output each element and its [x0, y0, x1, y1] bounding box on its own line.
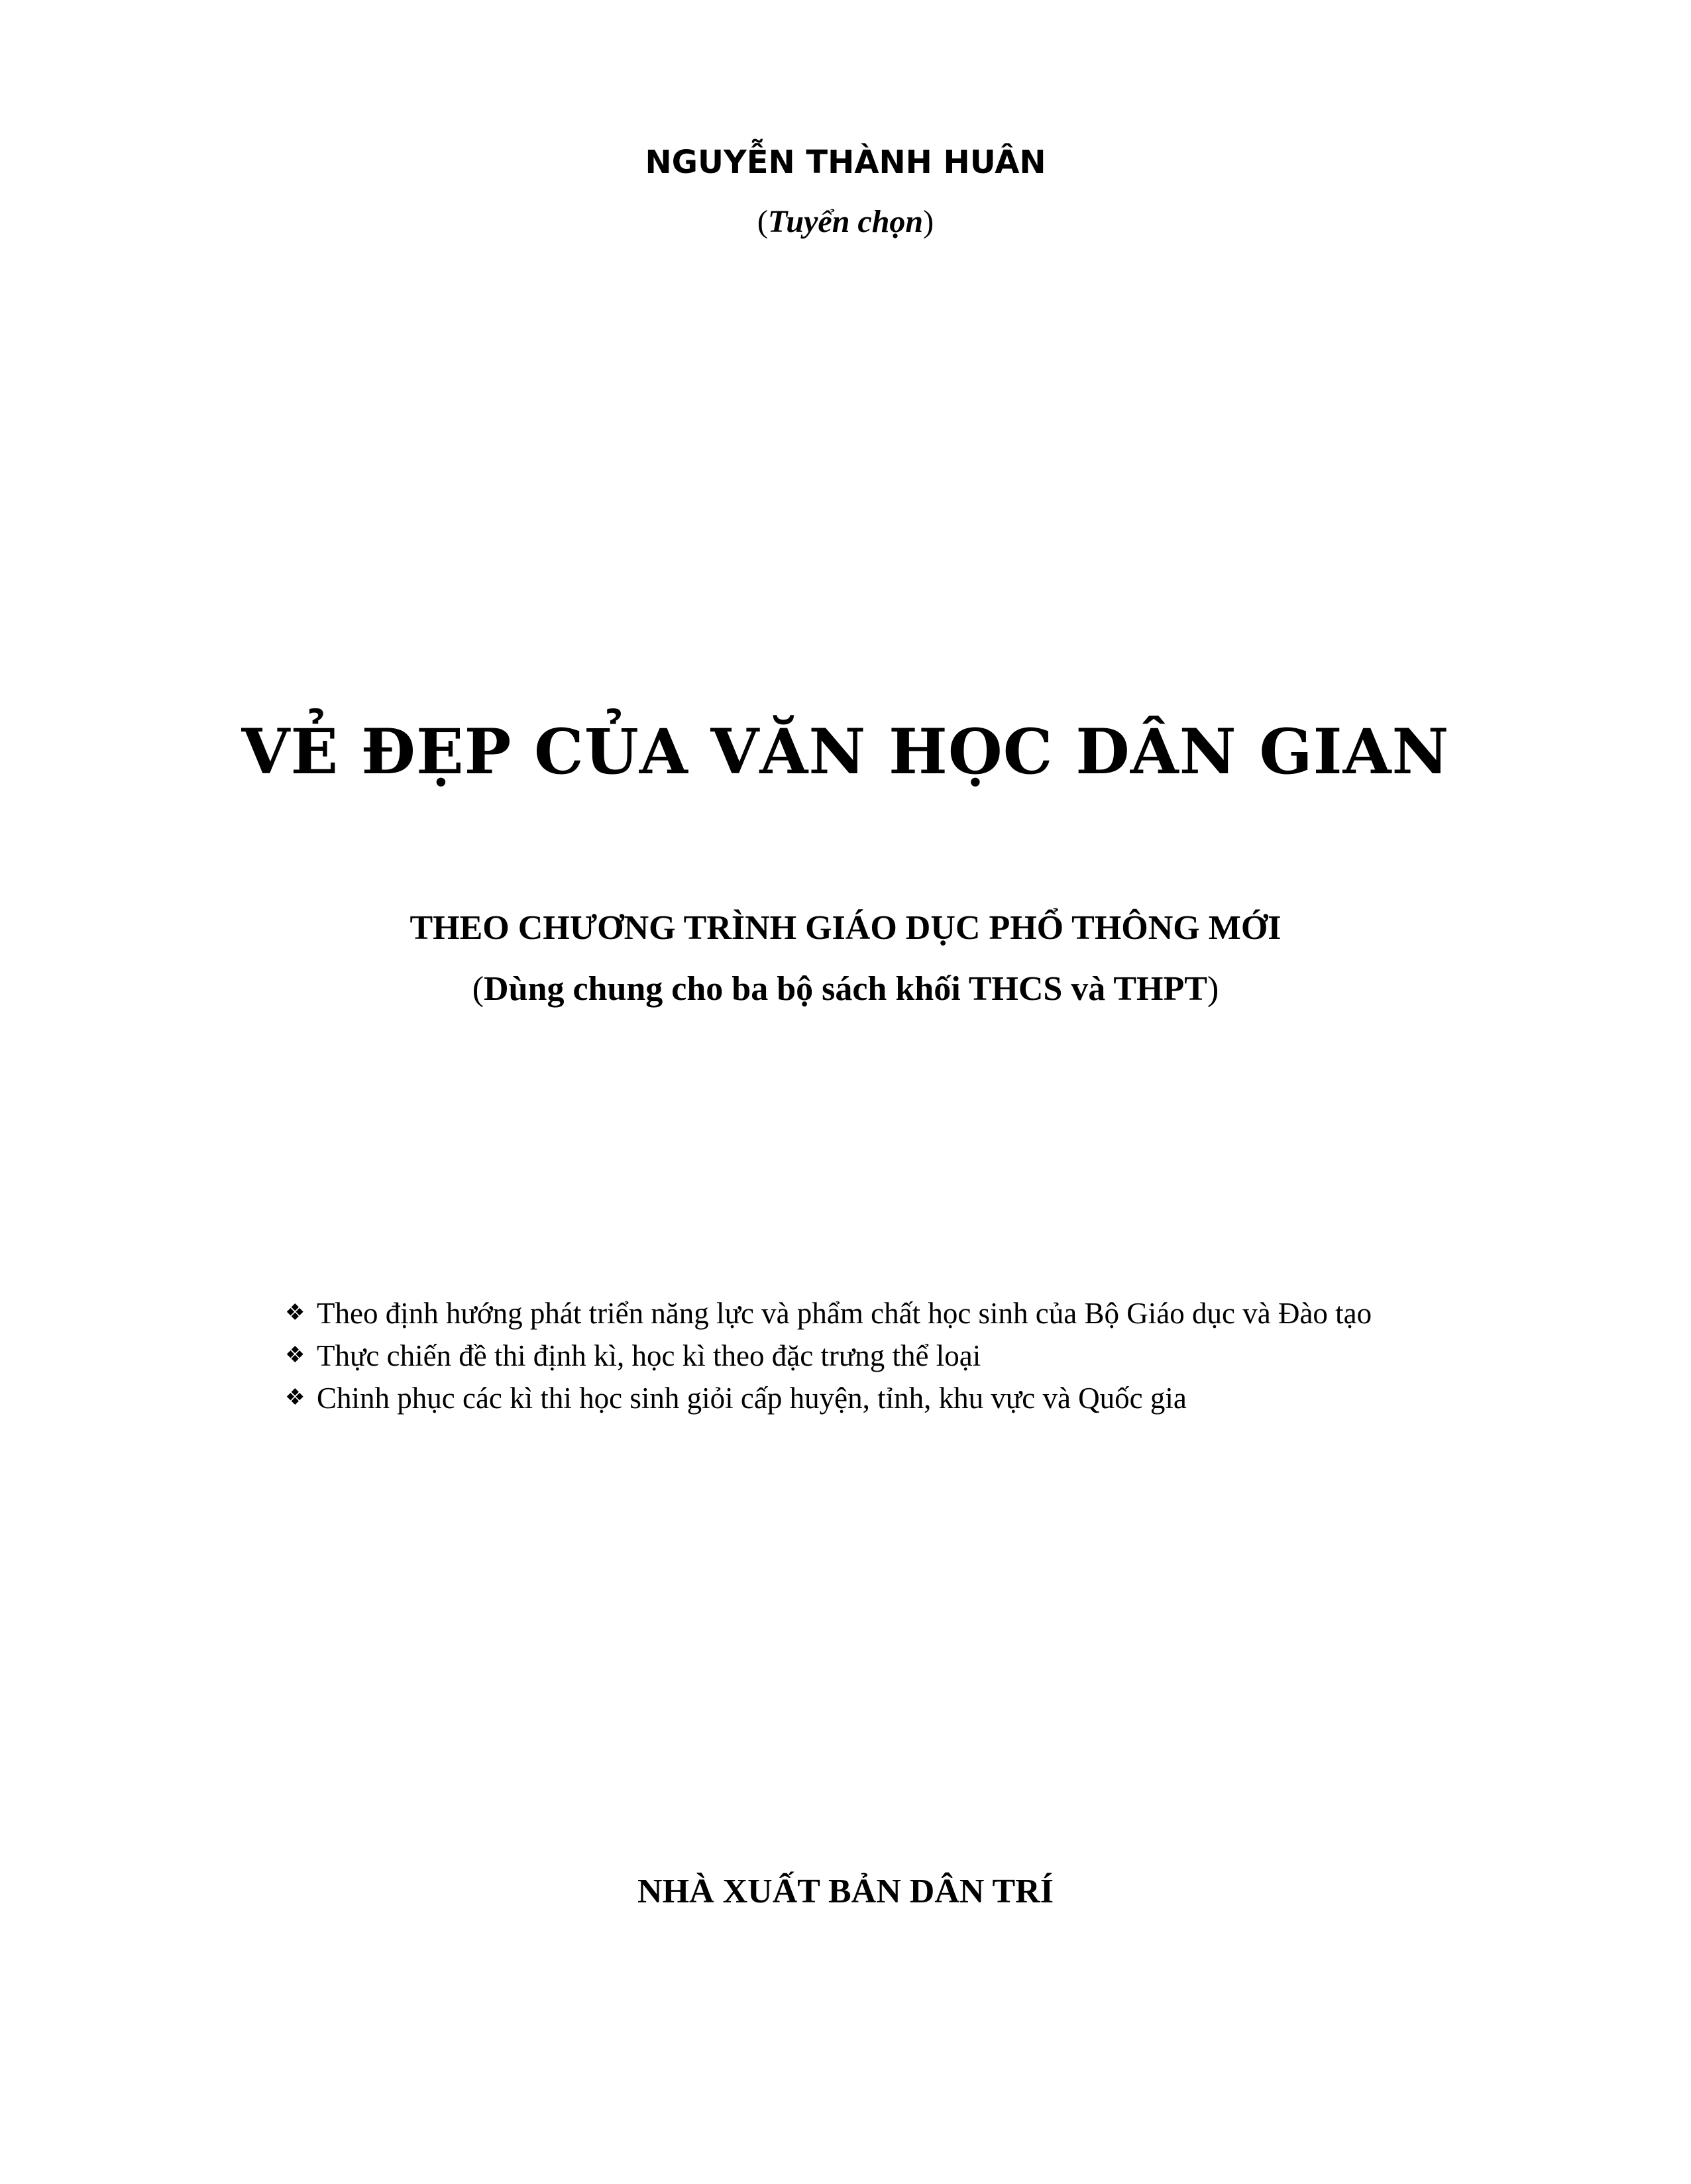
feature-text: Thực chiến đề thi định kì, học kì theo đặc trưng thể loại — [317, 1339, 981, 1372]
selection-note — [0, 199, 1691, 245]
diamond-bullet-icon: ❖ — [285, 1386, 305, 1410]
selection-label: Tuyển chọn — [767, 204, 924, 239]
feature-list — [285, 1292, 1372, 1419]
selection-close-paren: ) — [923, 204, 934, 239]
publisher-name: NHÀ XUẤT BẢN DÂN TRÍ — [637, 1873, 1054, 1910]
usage-close-paren: ) — [1207, 970, 1219, 1008]
author-name: NGUYỄN THÀNH HUÂN — [645, 144, 1046, 181]
curriculum-subtitle: THEO CHƯƠNG TRÌNH GIÁO DỤC PHỔ THÔNG MỚI — [409, 909, 1282, 947]
usage-text: Dùng chung cho ba bộ sách khối THCS và THPT — [484, 970, 1207, 1008]
diamond-bullet-icon: ❖ — [285, 1343, 305, 1368]
feature-item — [285, 1377, 1372, 1419]
diamond-bullet-icon: ❖ — [285, 1301, 305, 1325]
feature-text: Theo định hướng phát triển năng lực và phẩm chất học sinh của Bộ Giáo dục và Đào tạo — [317, 1297, 1372, 1330]
selection-open-paren: ( — [757, 204, 768, 239]
usage-open-paren: ( — [472, 970, 484, 1008]
book-title: VẺ ĐẸP CỦA VĂN HỌC DÂN GIAN — [241, 716, 1450, 789]
feature-item — [285, 1292, 1372, 1335]
feature-item — [285, 1335, 1372, 1377]
feature-text: Chinh phục các kì thi học sinh giỏi cấp huyện, tỉnh, khu vực và Quốc gia — [317, 1382, 1187, 1415]
usage-subtitle — [0, 966, 1691, 1012]
